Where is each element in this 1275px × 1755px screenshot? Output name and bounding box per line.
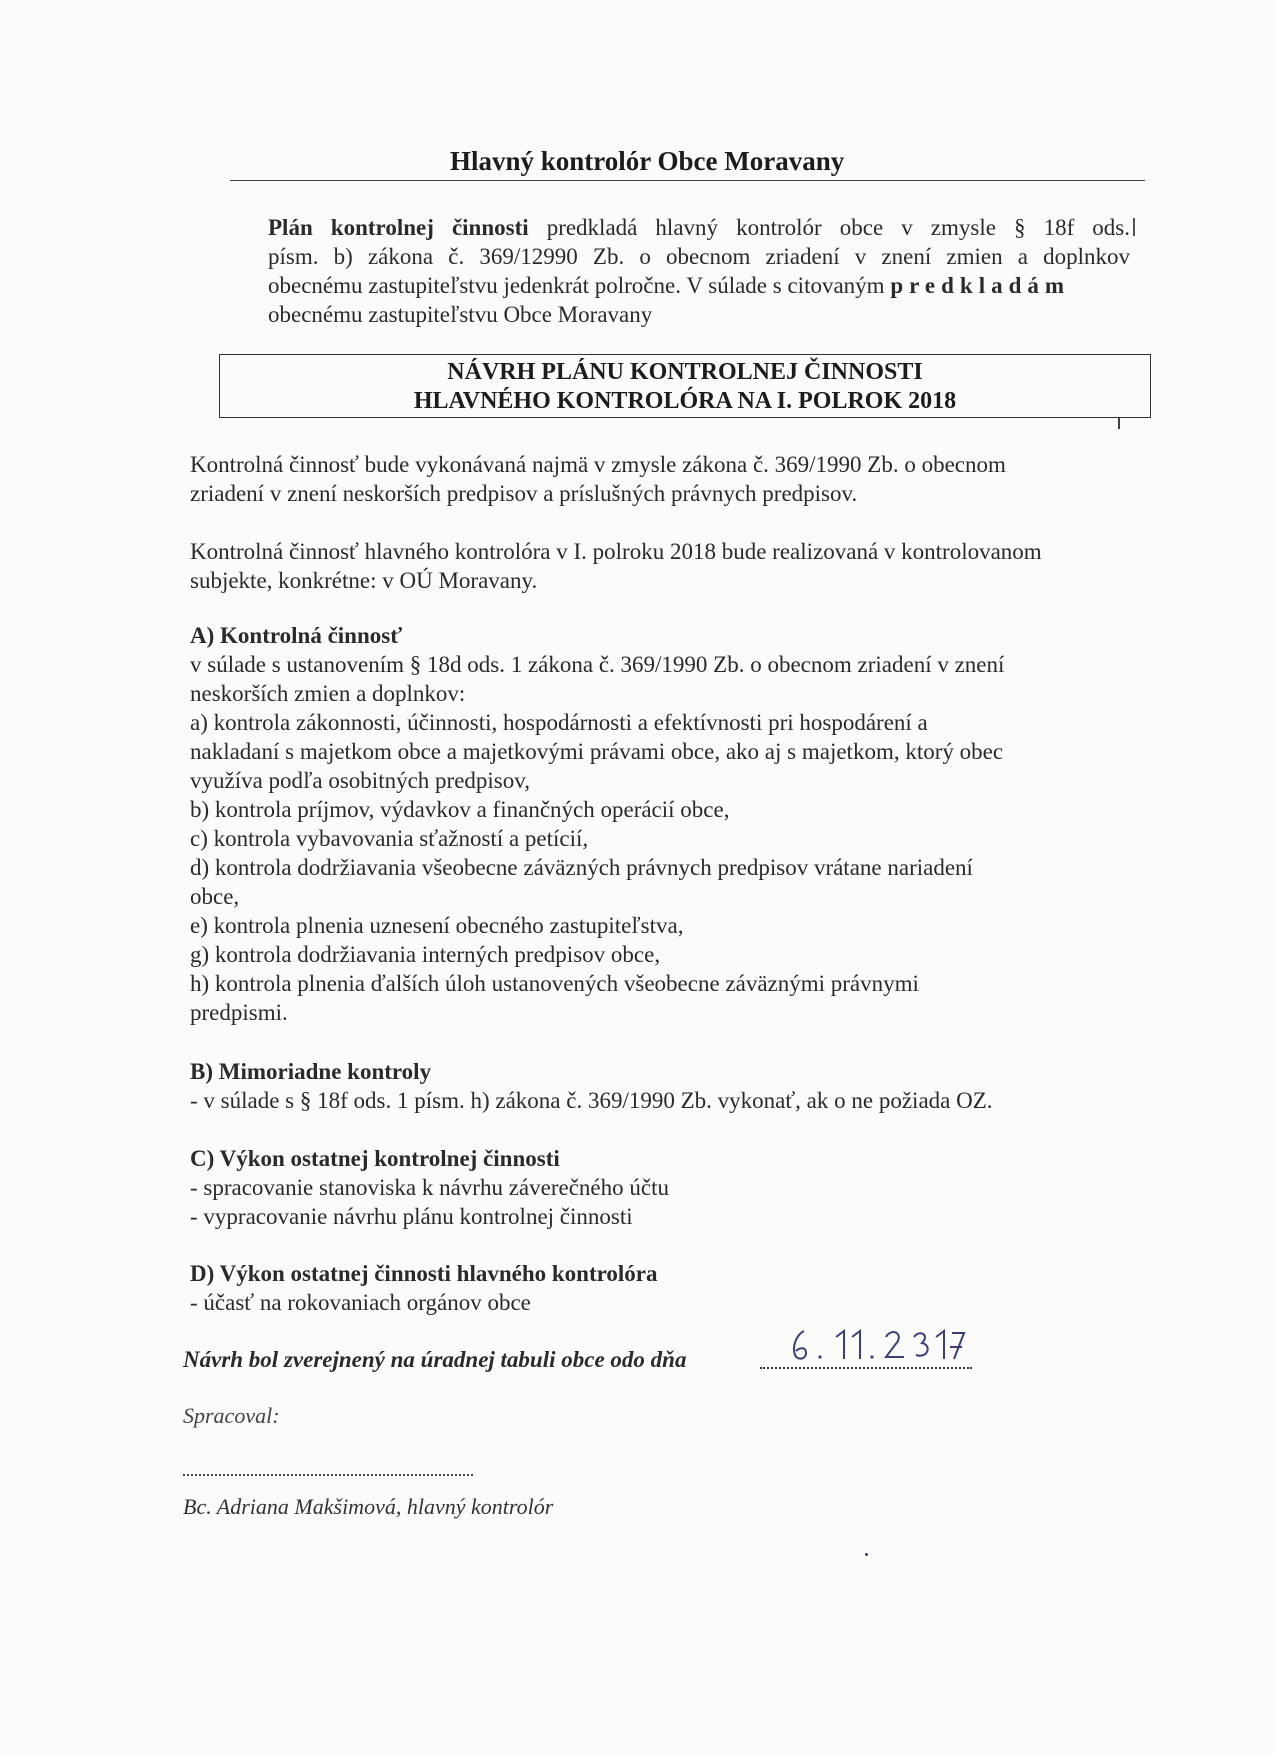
intro-bold-lead: Plán kontrolnej činnosti	[268, 215, 529, 240]
section-d	[190, 1259, 1095, 1317]
section-a-item-a-2: nakladaní s majetkom obce a majetkovými právami obce, ako aj s majetkom, ktorý obec	[190, 739, 1004, 764]
paragraph-1-line-2: zriadení v znení neskorších predpisov a príslušných právnych predpisov.	[190, 481, 858, 506]
section-b-heading: B) Mimoriadne kontroly	[190, 1059, 432, 1084]
section-b-line-1: - v súlade s § 18f ods. 1 písm. h) zákona č. 369/1990 Zb. vykonať, ak o ne požiada OZ.	[190, 1088, 993, 1113]
intro-line-1	[268, 213, 1130, 242]
intro-paragraph	[268, 213, 1148, 329]
section-a-item-h-1: h) kontrola plnenia ďalších úloh ustanovených všeobecne záväznými právnymi	[190, 971, 919, 996]
section-a-item-a-3: využíva podľa osobitných predpisov,	[190, 768, 531, 793]
prepared-label: Spracoval:	[183, 1403, 280, 1428]
section-d-line-1: - účasť na rokovaniach orgánov obce	[190, 1290, 531, 1315]
section-a	[190, 621, 1095, 1027]
intro-line-3-text: obecnému zastupiteľstvu jedenkrát polročne. V súlade s citovaným	[268, 273, 891, 298]
signatory-name: Bc. Adriana Makšimová, hlavný kontrolór	[183, 1494, 554, 1519]
plan-title-line-1: NÁVRH PLÁNU KONTROLNEJ ČINNOSTI	[447, 359, 923, 385]
intro-predkladam: predkladám	[890, 273, 1071, 298]
section-a-item-d-1: d) kontrola dodržiavania všeobecne záväzných právnych predpisov vrátane nariadení	[190, 855, 973, 880]
scan-mark	[1118, 417, 1120, 429]
signature-dotted-line	[183, 1474, 473, 1476]
paragraph-2-line-1: Kontrolná činnosť hlavného kontrolóra v I. polroku 2018 bude realizovaná v kontrolovanom	[190, 539, 1042, 564]
paragraph-1-line-1: Kontrolná činnosť bude vykonávaná najmä v zmysle zákona č. 369/1990 Zb. o obecnom	[190, 452, 1006, 477]
plan-title-line-2: HLAVNÉHO KONTROLÓRA NA I. POLROK 2018	[413, 388, 957, 414]
section-d-heading: D) Výkon ostatnej činnosti hlavného kontrolóra	[190, 1261, 658, 1286]
section-a-line-1: v súlade s ustanovením § 18d ods. 1 zákona č. 369/1990 Zb. o obecnom zriadení v znení	[190, 652, 1005, 677]
intro-line-2: písm. b) zákona č. 369/12990 Zb. o obecnom zriadení v znení zmien a doplnkov	[268, 244, 1130, 269]
scan-mark	[865, 1553, 868, 1556]
section-a-item-e: e) kontrola plnenia uznesení obecného zastupiteľstva,	[190, 913, 684, 938]
intro-line-1-rest: predkladá hlavný kontrolór obce v zmysle § 18f ods.	[528, 215, 1130, 240]
published-label: Návrh bol zverejnený na úradnej tabuli obce odo dňa	[183, 1347, 687, 1372]
section-a-heading: A) Kontrolná činnosť	[190, 623, 403, 648]
date-dotted-line	[760, 1367, 972, 1369]
section-a-item-b: b) kontrola príjmov, výdavkov a finančných operácií obce,	[190, 797, 730, 822]
scan-mark	[1133, 218, 1135, 236]
document-header-title: Hlavný kontrolór Obce Moravany	[450, 146, 845, 176]
section-c	[190, 1144, 1095, 1231]
intro-line-4: obecnému zastupiteľstvu Obce Moravany	[268, 302, 653, 327]
intro-line-3	[268, 271, 1148, 300]
plan-title-box	[219, 354, 1151, 418]
section-a-item-h-2: predpismi.	[190, 1000, 288, 1025]
paragraph-1	[190, 450, 1095, 508]
section-c-line-1: - spracovanie stanoviska k návrhu záverečného účtu	[190, 1175, 669, 1200]
section-a-item-a-1: a) kontrola zákonnosti, účinnosti, hospodárnosti a efektívnosti pri hospodárení a	[190, 710, 928, 735]
handwritten-date	[786, 1325, 966, 1372]
header-rule	[230, 180, 1145, 181]
section-a-line-2: neskorších zmien a doplnkov:	[190, 681, 466, 706]
section-c-heading: C) Výkon ostatnej kontrolnej činnosti	[190, 1146, 560, 1171]
paragraph-2	[190, 537, 1095, 595]
section-c-line-2: - vypracovanie návrhu plánu kontrolnej činnosti	[190, 1204, 633, 1229]
section-a-item-c: c) kontrola vybavovania sťažností a petícií,	[190, 826, 589, 851]
section-a-item-d-2: obce,	[190, 884, 240, 909]
section-b	[190, 1057, 1095, 1115]
paragraph-2-line-2: subjekte, konkrétne: v OÚ Moravany.	[190, 568, 538, 593]
section-a-item-g: g) kontrola dodržiavania interných predpisov obce,	[190, 942, 661, 967]
